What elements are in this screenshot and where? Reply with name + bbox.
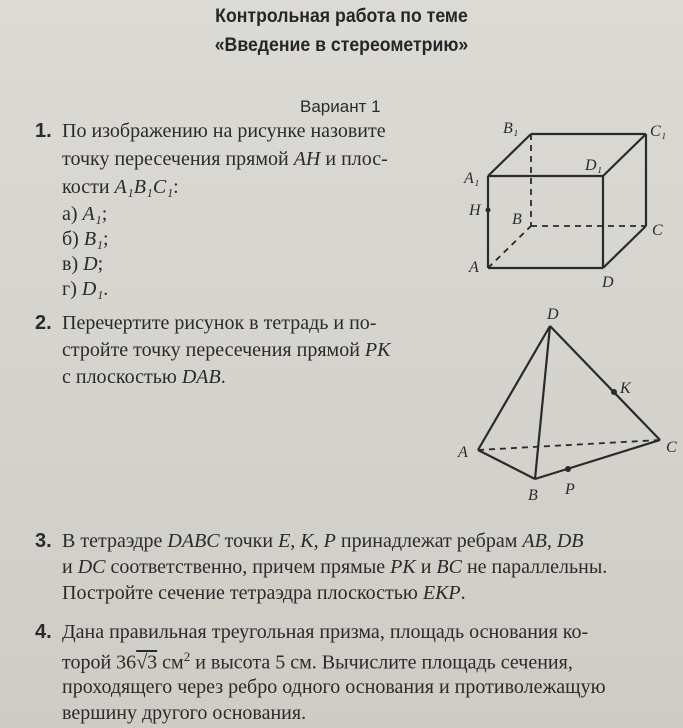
- cube-label-d1: D₁: [585, 157, 603, 174]
- task-4-line-4: вершину другого основания.: [62, 702, 307, 724]
- cube-label-b: B: [512, 211, 522, 228]
- task-2-line-2: стройте точку пересечения прямой PK: [62, 339, 391, 361]
- task-4-line-2: торой 36√3 $см^2$ и высота 5 см. Вычислите площадь сечения,: [62, 649, 573, 674]
- task-4-line-1: Дана правильная треугольная призма, площадь основания ко-: [62, 621, 589, 643]
- title-line-1: Контрольная работа по теме: [215, 6, 468, 27]
- task-1-option-a: а) A₁;: [62, 203, 108, 225]
- task-3-number: 3.: [35, 530, 52, 552]
- task-1-line-2: точку пересечения прямой AH и плос-: [62, 148, 388, 170]
- edge-a1-b1: [488, 134, 531, 176]
- title-line-2: «Введение в стереометрию»: [214, 35, 469, 56]
- point-h: [486, 208, 491, 213]
- task-1-option-b: б) B₁;: [62, 228, 109, 250]
- task-1-line-1: По изображению на рисунке назовите: [62, 120, 386, 142]
- task-1-line-3: кости A₁B₁C₁:: [62, 176, 179, 198]
- task-3-line-1: В тетраэдре DABC точки E, K, P принадлежат ребрам AB, DB: [62, 530, 584, 552]
- tetra-label-k: K: [620, 380, 631, 397]
- edge-d-c: [550, 326, 660, 440]
- task-4-number: 4.: [35, 621, 52, 643]
- task-3-line-2: и DC соответственно, причем прямые PK и BC не параллельны.: [62, 556, 608, 578]
- tetra-label-c: C: [666, 439, 677, 456]
- cube-label-a1: A₁: [464, 170, 480, 187]
- task-1-option-c: в) D;: [62, 253, 104, 275]
- task-3-line-3: Постройте сечение тетраэдра плоскостью EKP.: [62, 582, 466, 604]
- cube-label-b1: B₁: [503, 120, 519, 137]
- tetrahedron-figure: [450, 300, 683, 510]
- tetra-label-d: D: [547, 306, 559, 323]
- cube-label-c: C: [652, 222, 663, 239]
- edge-d-c: [603, 226, 646, 268]
- task-1-number: 1.: [35, 120, 52, 142]
- task-2-number: 2.: [35, 312, 52, 334]
- tetra-label-p: P: [565, 481, 575, 498]
- edge-a-b: [478, 450, 535, 479]
- task-1-option-d: г) D₁.: [62, 278, 109, 300]
- cube-label-c1: C₁: [650, 123, 667, 140]
- tetra-label-a: A: [458, 444, 468, 461]
- task-2-line-1: Перечертите рисунок в тетрадь и по-: [62, 312, 377, 334]
- point-k: [611, 389, 617, 395]
- cube-label-d: D: [602, 274, 614, 291]
- cube-label-a: A: [469, 259, 479, 276]
- tetra-label-b: B: [528, 487, 538, 504]
- edge-d1-c1: [603, 134, 646, 176]
- task-2-line-3: с плоскостью DAB.: [62, 366, 226, 388]
- variant-label: Вариант 1: [300, 97, 381, 116]
- edge-b-c: [535, 440, 660, 479]
- cube-label-h: H: [469, 202, 481, 219]
- task-4-line-3: проходящего через ребро одного основания и противолежащую: [62, 676, 606, 698]
- point-p: [565, 466, 571, 472]
- cube-figure: [460, 115, 680, 295]
- edge-a-b-hidden: [488, 226, 531, 268]
